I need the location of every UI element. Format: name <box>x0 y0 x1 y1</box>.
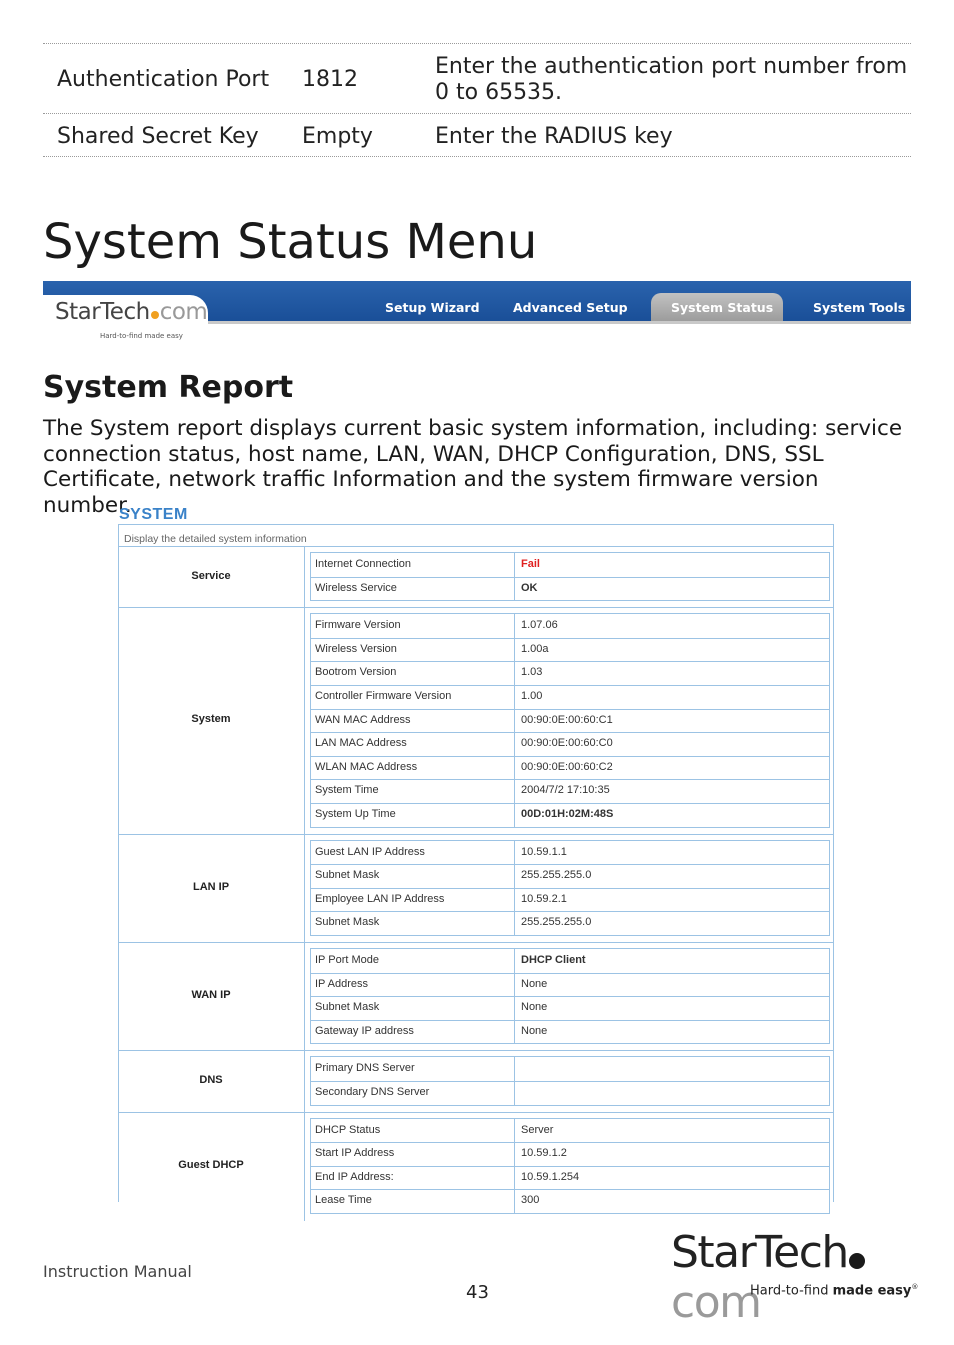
table-row <box>311 685 829 710</box>
status-group <box>118 1050 834 1112</box>
row-value: 1.07.06 <box>521 619 558 632</box>
tab-advanced-setup[interactable]: Advanced Setup <box>513 300 628 315</box>
row-value: None <box>521 977 548 990</box>
row-key: IP Port Mode <box>315 954 379 966</box>
table-row <box>311 732 829 757</box>
row-value: 10.59.1.2 <box>521 1147 567 1160</box>
page-number: 43 <box>466 1282 489 1303</box>
row-value: DHCP Client <box>521 954 586 966</box>
row-value: 00:90:0E:00:60:C1 <box>521 713 613 726</box>
row-key: Firmware Version <box>315 619 401 632</box>
row-value: 1.03 <box>521 666 543 679</box>
table-divider <box>43 113 911 114</box>
panel-title: SYSTEM <box>119 506 188 523</box>
table-row <box>311 911 829 935</box>
table-row <box>311 888 829 913</box>
row-key: Lease Time <box>315 1194 372 1207</box>
table-row <box>311 638 829 663</box>
row-value: 300 <box>521 1194 540 1207</box>
row-value: 2004/7/2 17:10:35 <box>521 784 610 797</box>
param-description: Enter the authentication port number from <box>435 54 908 79</box>
group-table <box>310 1118 830 1214</box>
group-label: DNS <box>199 1073 223 1086</box>
startech-logo: StarTech com <box>55 299 208 325</box>
tab-system-tools[interactable]: System Tools <box>813 300 906 315</box>
param-default: Empty <box>302 124 373 149</box>
status-group <box>118 834 834 943</box>
table-row <box>311 1142 829 1167</box>
row-key: Guest LAN IP Address <box>315 845 425 858</box>
table-row <box>311 577 829 601</box>
row-key: Subnet Mask <box>315 1001 380 1014</box>
row-value: None <box>521 1024 548 1037</box>
logo-tagline: Hard-to-find made easy <box>100 332 183 340</box>
panel-subtitle: Display the detailed system information <box>124 533 307 545</box>
row-key: DHCP Status <box>315 1123 381 1136</box>
row-value: None <box>521 1001 548 1014</box>
row-key: Gateway IP address <box>315 1024 414 1037</box>
row-key: End IP Address: <box>315 1170 394 1183</box>
table-row <box>311 1057 829 1082</box>
section-heading: System Report <box>43 370 294 405</box>
table-row <box>311 803 829 827</box>
row-value: 1.00 <box>521 689 543 702</box>
router-ui-banner <box>43 281 911 345</box>
row-key: Primary DNS Server <box>315 1062 415 1075</box>
row-value: 1.00a <box>521 642 549 655</box>
table-row <box>311 864 829 889</box>
row-value: 00:90:0E:00:60:C0 <box>521 737 613 750</box>
row-value: 00D:01H:02M:48S <box>521 807 614 820</box>
group-table <box>310 948 830 1044</box>
row-value: 255.255.255.0 <box>521 916 592 929</box>
row-key: Wireless Version <box>315 642 397 655</box>
table-divider <box>43 156 911 157</box>
status-group <box>118 546 834 608</box>
system-report-panel <box>112 506 834 1207</box>
row-key: Subnet Mask <box>315 916 380 929</box>
row-key: System Up Time <box>315 807 396 820</box>
row-value: Fail <box>521 558 540 570</box>
status-group <box>118 1112 834 1221</box>
group-table <box>310 1056 830 1105</box>
row-key: WLAN MAC Address <box>315 760 418 773</box>
row-key: Controller Firmware Version <box>315 689 452 702</box>
row-value: 10.59.1.254 <box>521 1170 580 1183</box>
row-key: Subnet Mask <box>315 869 380 882</box>
table-row <box>311 779 829 804</box>
status-group <box>118 607 834 834</box>
row-key: Start IP Address <box>315 1147 395 1160</box>
table-row <box>311 1189 829 1213</box>
row-value: Server <box>521 1123 554 1136</box>
table-row <box>311 553 829 578</box>
row-value: 10.59.1.1 <box>521 845 567 858</box>
status-group <box>118 942 834 1051</box>
table-row <box>311 949 829 974</box>
table-row <box>311 661 829 686</box>
table-row <box>311 1020 829 1044</box>
row-key: LAN MAC Address <box>315 737 407 750</box>
param-name: Shared Secret Key <box>57 124 259 149</box>
row-key: Wireless Service <box>315 581 397 594</box>
row-key: WAN MAC Address <box>315 713 411 726</box>
param-description: 0 to 65535. <box>435 80 563 105</box>
group-table <box>310 840 830 936</box>
table-row <box>311 1119 829 1144</box>
param-name: Authentication Port <box>57 67 270 92</box>
group-table <box>310 552 830 601</box>
footer-tagline: Hard-to-find made easy® <box>750 1283 919 1299</box>
row-value: OK <box>521 581 538 594</box>
param-default: 1812 <box>302 67 358 92</box>
table-row <box>311 841 829 866</box>
row-key: Secondary DNS Server <box>315 1085 430 1098</box>
row-key: Bootrom Version <box>315 666 397 679</box>
table-row <box>311 614 829 639</box>
group-label: System <box>191 713 231 726</box>
table-row <box>311 756 829 781</box>
row-key: Internet Connection <box>315 558 412 570</box>
param-description: Enter the RADIUS key <box>435 124 673 149</box>
row-value: 10.59.2.1 <box>521 892 567 905</box>
group-label: WAN IP <box>191 989 231 1002</box>
group-table <box>310 613 830 827</box>
row-value: 255.255.255.0 <box>521 869 592 882</box>
startech-footer-logo: StarTechcom <box>671 1228 954 1328</box>
page-title: System Status Menu <box>43 214 538 270</box>
table-row <box>311 709 829 734</box>
group-label: Guest DHCP <box>178 1158 244 1171</box>
table-divider <box>43 43 911 44</box>
section-description: The System report displays current basic system information, including: service connection status, host name, LAN, WAN, DHCP Configuration, DNS, SSL Certificate, network traffic Information and the system firmware version number. <box>43 416 903 518</box>
table-row <box>311 973 829 998</box>
footer-manual-label: Instruction Manual <box>43 1262 192 1281</box>
row-key: IP Address <box>315 977 368 990</box>
table-row <box>311 1166 829 1191</box>
table-row <box>311 996 829 1021</box>
group-label: LAN IP <box>192 880 230 893</box>
tab-setup-wizard[interactable]: Setup Wizard <box>385 300 480 315</box>
row-key: Employee LAN IP Address <box>315 892 445 905</box>
tab-system-status[interactable]: System Status <box>671 300 774 315</box>
group-label: Service <box>191 569 231 582</box>
row-value: 00:90:0E:00:60:C2 <box>521 760 613 773</box>
row-key: System Time <box>315 784 379 797</box>
table-row <box>311 1081 829 1105</box>
